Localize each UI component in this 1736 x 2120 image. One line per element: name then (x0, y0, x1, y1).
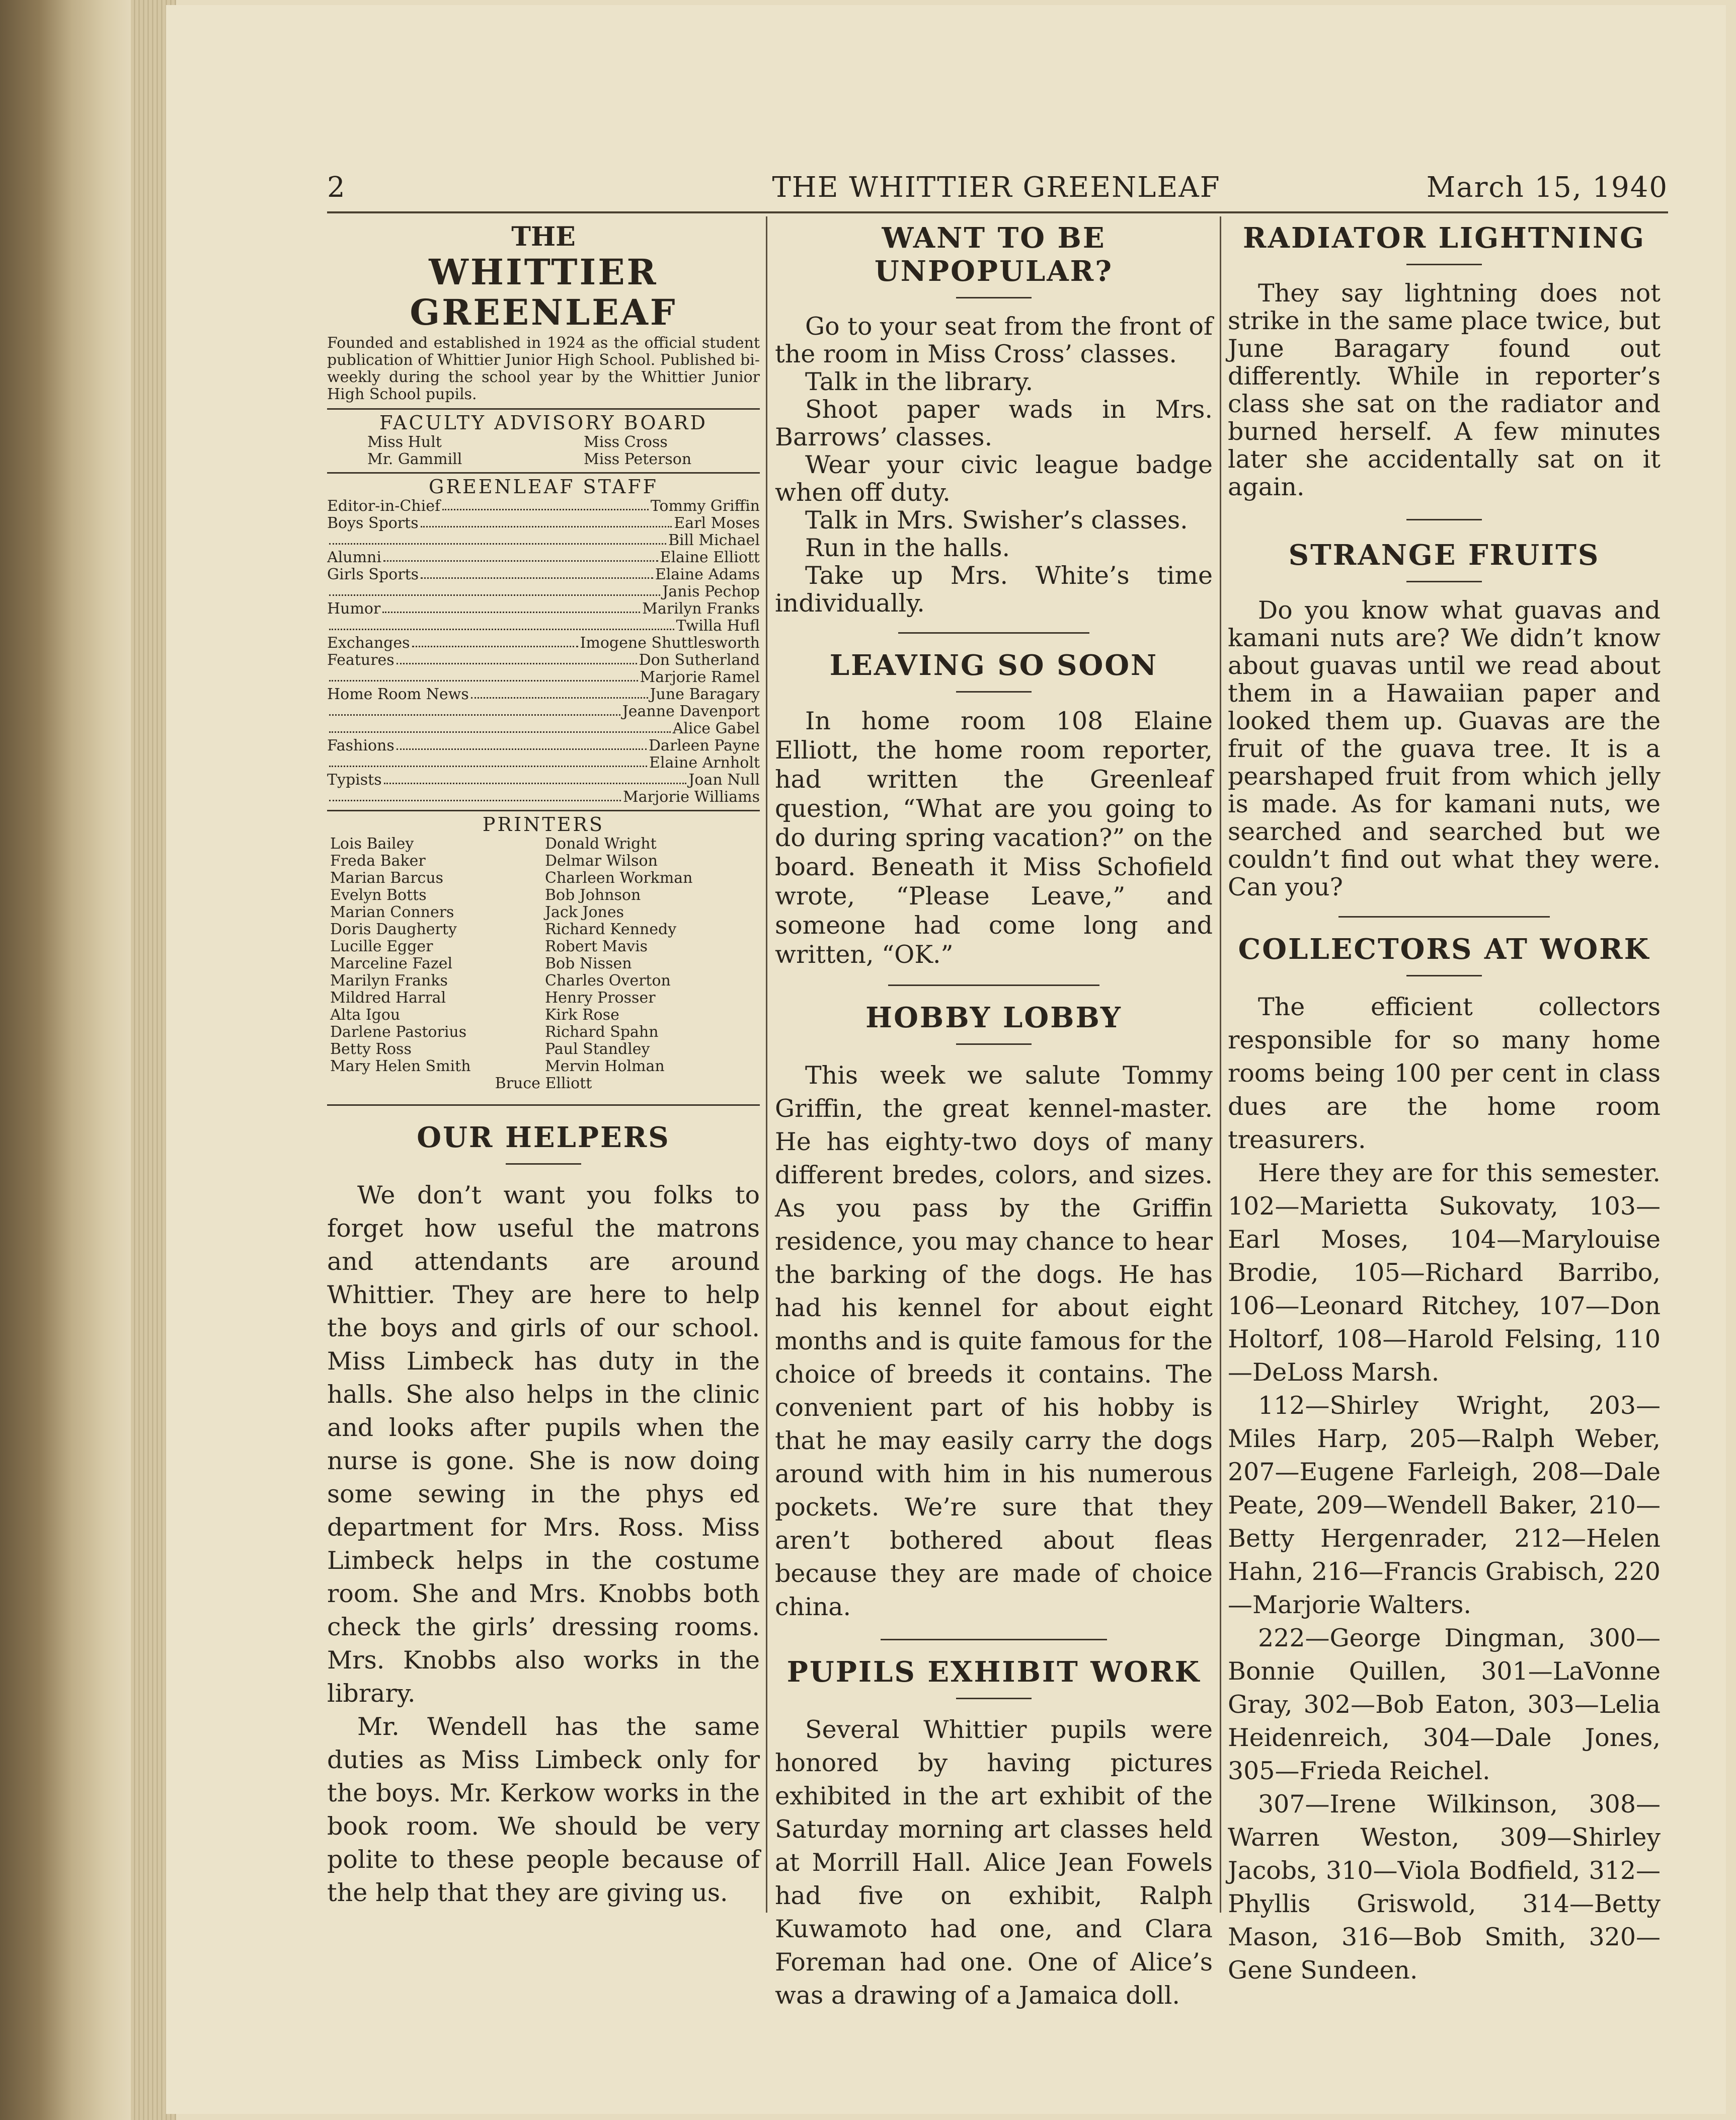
paragraph: Mr. Wendell has the same duties as Miss Limbeck only for the boys. Mr. Kerkow works in the book room. We should be very polite to these people because of the help that they are giving us. (327, 1712, 760, 1907)
article-body (775, 707, 1213, 969)
article-body (327, 1179, 760, 1910)
title-rule (956, 691, 1032, 693)
staff-row (327, 754, 760, 772)
staff-row (327, 789, 760, 806)
title-rule (956, 1698, 1032, 1699)
printer-name: Charles Overton (545, 972, 671, 990)
paragraph: Here they are for this semester. 102—Marietta Sukovaty, 103—Earl Moses, 104—Marylouise Brodie, 105—Richard Barribo, 106—Leonard Ritchey, 107—Don Holtorf, 108—Harold Felsing, 110—DeLoss Marsh. (1228, 1159, 1661, 1387)
staff-role: Editor-in-Chief (327, 498, 441, 515)
dot-leader (329, 720, 671, 733)
printer-name: Bob Johnson (545, 886, 641, 904)
staff-name: Marjorie Ramel (640, 669, 760, 686)
dot-leader (329, 583, 660, 596)
printer-name: Bob Nissen (545, 955, 632, 972)
article-unpopular (775, 221, 1213, 617)
paragraph: Shoot paper wads in Mrs. Barrows’ classes. (775, 395, 1213, 451)
dot-leader (329, 669, 638, 682)
masthead-description: Founded and established in 1924 as the official student publication of Whittier Junior High School. Published bi-weekly during the school year by the Whittier Junior High School pupils. (327, 334, 760, 403)
staff-name: Darleen Payne (649, 737, 760, 754)
article-title: COLLECTORS AT WORK (1238, 933, 1650, 966)
article-radiator (1228, 221, 1661, 501)
column-3 (1228, 221, 1661, 1987)
staff-name: Don Sutherland (639, 652, 760, 669)
paragraph: Take up Mrs. White’s time individually. (775, 561, 1213, 618)
paragraph: Several Whittier pupils were honored by having pictures exhibited in the art exhibit of the Saturday morning art classes held at Morrill Hall. Alice Jean Fowels had five on exhibit, Ralph Kuwamoto had one, and Clara Foreman had one. One of Alice’s was a drawing of a Jamaica doll. (775, 1715, 1213, 2010)
article-body (1228, 991, 1661, 1987)
paragraph: 112—Shirley Wright, 203—Miles Harp, 205—Ralph Weber, 207—Eugene Farleigh, 208—Dale Peate, 209—Wendell Baker, 210—Betty Hergenrader, 212—Helen Hahn, 216—Francis Grabisch, 220—Marjorie Walters. (1228, 1391, 1661, 1619)
staff-row (327, 618, 760, 635)
printer-name: Lois Bailey (330, 835, 414, 853)
paragraph: In home room 108 Elaine Elliott, the home room reporter, had written the Greenleaf question, “What are you going to do during spring vacation?” on the board. Beneath it Miss Schofield wrote, “Please Leave,” and someone had come long and written, “OK.” (775, 707, 1213, 969)
dot-leader (471, 686, 648, 699)
staff-name: Marjorie Williams (623, 789, 760, 806)
staff-role: Typists (327, 772, 382, 789)
paragraph: Talk in Mrs. Swisher’s classes. (805, 506, 1188, 535)
printers-heading: PRINTERS (327, 810, 760, 836)
faculty-row (327, 434, 760, 451)
dot-leader (442, 498, 649, 510)
staff-name: Imogene Shuttlesworth (580, 635, 760, 652)
section-rule (881, 1639, 1107, 1640)
title-rule (956, 1043, 1032, 1045)
staff-name: Janis Pechop (662, 583, 760, 600)
staff-name: Elaine Arnholt (649, 754, 760, 772)
article-body (1228, 596, 1661, 901)
printer-name: Marilyn Franks (330, 972, 448, 990)
printer-name: Jack Jones (545, 903, 624, 921)
masthead-the: THE (511, 221, 576, 252)
paragraph: Run in the halls. (805, 534, 1010, 562)
dot-leader (329, 618, 674, 630)
printer-name: Mildred Harral (330, 989, 446, 1007)
paragraph: They say lightning does not strike in the same place twice, but June Baragary found out differently. While in reporter’s class she sat on the radiator and burned herself. A few minutes later she accidentally sat on it again. (1228, 279, 1661, 501)
staff-row (327, 635, 760, 652)
staff-role: Features (327, 652, 394, 669)
dot-leader (397, 652, 637, 664)
printer-name: Kirk Rose (545, 1006, 619, 1024)
article-title: HOBBY LOBBY (865, 1001, 1122, 1034)
staff-row (327, 720, 760, 737)
article-leaving (775, 649, 1213, 969)
staff-row (327, 737, 760, 754)
printers-left (327, 836, 545, 1075)
title-rule (506, 1163, 581, 1165)
title-rule (1406, 581, 1482, 582)
staff-row (327, 583, 760, 600)
article-body (775, 1713, 1213, 2012)
paragraph: We don’t want you folks to forget how useful the matrons and attendants are around Whittier. They are here to help the boys and girls of our school. Miss Limbeck has duty in the halls. She also helps in the clinic and looks after pupils when the nurse is gone. She is now doing some sewing in the phys ed department for Mrs. Ross. Miss Limbeck helps in the costume room. She and Mrs. Knobbs both check the girls’ dressing rooms. Mrs. Knobbs also works in the library. (327, 1181, 760, 1708)
staff-name: Joan Null (688, 772, 760, 789)
printer-name: Charleen Workman (545, 869, 693, 887)
article-title: PUPILS EXHIBIT WORK (786, 1655, 1201, 1689)
paragraph: The efficient collectors responsible for so many home rooms being 100 per cent in class dues are the home room treasurers. (1228, 993, 1661, 1154)
title-rule (1406, 975, 1482, 976)
printer-name: Doris Daugherty (330, 921, 457, 938)
printer-name: Richard Spahn (545, 1023, 659, 1041)
printer-name: Paul Standley (545, 1040, 650, 1058)
paragraph: Wear your civic league badge when off duty. (775, 450, 1213, 507)
printer-name: Robert Mavis (545, 938, 648, 955)
masthead-title: WHITTIER GREENLEAF (410, 251, 677, 333)
paper-title: THE WHITTIER GREENLEAF (772, 171, 1221, 204)
article-title: WANT TO BE UNPOPULAR? (874, 221, 1114, 288)
staff-row (327, 669, 760, 686)
printer-name: Richard Kennedy (545, 921, 677, 938)
staff-row (327, 652, 760, 669)
article-title: LEAVING SO SOON (829, 649, 1158, 682)
dot-leader (383, 549, 658, 562)
staff-heading: GREENLEAF STAFF (327, 472, 760, 498)
dot-leader (412, 635, 578, 647)
article-body (775, 1059, 1213, 1624)
printer-name: Darlene Pastorius (330, 1023, 467, 1041)
faculty-heading: FACULTY ADVISORY BOARD (327, 408, 760, 434)
column-1 (327, 221, 760, 1910)
article-title: OUR HELPERS (417, 1121, 670, 1154)
printer-name: Marceline Fazel (330, 955, 453, 972)
staff-name: Jeanne Davenport (622, 703, 760, 720)
article-strange-fruits (1228, 539, 1661, 901)
article-exhibit (775, 1655, 1213, 2012)
staff-row (327, 549, 760, 566)
printer-name: Marian Conners (330, 903, 454, 921)
paragraph: Do you know what guavas and kamani nuts are? We didn’t know about guavas until we read about them in a Hawaiian paper and looked them up. Guavas are the fruit of the guava tree. It is a pearshaped fruit from which jelly is made. As for kamani nuts, we searched and searched but we couldn’t find out what they were. Can you? (1228, 596, 1661, 901)
printer-name: Evelyn Botts (330, 886, 427, 904)
dot-leader (329, 789, 621, 801)
staff-row (327, 600, 760, 618)
dot-leader (384, 772, 687, 784)
paragraph: Talk in the library. (805, 367, 1034, 396)
article-body (775, 313, 1213, 617)
printer-name: Donald Wright (545, 835, 657, 853)
printers-right (545, 836, 760, 1075)
issue-date: March 15, 1940 (1426, 171, 1668, 204)
dot-leader (382, 600, 640, 613)
printer-name: Alta Igou (330, 1006, 401, 1024)
staff-row (327, 686, 760, 703)
paragraph: This week we salute Tommy Griffin, the great kennel-master. He has eighty-two doys of many different bredes, colors, and sizes. As you pass by the Griffin residence, you may chance to hear the barking of the dogs. He has had his kennel for about eight months and is quite famous for the choice of breeds it contains. The convenient part of his hobby is that he may easily carry the dogs around with him in his numerous pockets. We’re sure that they aren’t bothered about fleas because they are made of choice china. (775, 1061, 1213, 1621)
dot-leader (421, 566, 653, 579)
dot-leader (421, 515, 672, 527)
printer-name: Mervin Holman (545, 1057, 665, 1075)
staff-role: Humor (327, 600, 381, 618)
staff-row (327, 566, 760, 583)
printer-name: Freda Baker (330, 852, 426, 870)
staff-name: Elaine Elliott (660, 549, 760, 566)
paragraph: Go to your seat from the front of the room in Miss Cross’ classes. (775, 312, 1213, 368)
printers-list (327, 836, 760, 1075)
faculty-name: Mr. Gammill (367, 450, 462, 468)
dot-leader (397, 737, 647, 750)
staff-name: Tommy Griffin (650, 498, 760, 515)
staff-role: Girls Sports (327, 566, 419, 583)
page-header (327, 166, 1668, 213)
article-our-helpers (327, 1121, 760, 1910)
section-rule (327, 1104, 760, 1106)
staff-row (327, 703, 760, 720)
staff-role: Home Room News (327, 686, 469, 703)
staff-name: Bill Michael (668, 532, 760, 549)
staff-role: Boys Sports (327, 515, 419, 532)
staff-role: Exchanges (327, 635, 410, 652)
staff-name: Alice Gabel (672, 720, 760, 737)
paragraph: 307—Irene Wilkinson, 308—Warren Weston, 309—Shirley Jacobs, 310—Viola Bodfield, 312—Phyllis Griswold, 314—Betty Mason, 316—Bob Smith, 320—Gene Sundeen. (1228, 1790, 1661, 1985)
article-title: STRANGE FRUITS (1288, 539, 1600, 572)
book-binding (0, 0, 131, 2120)
title-rule (1406, 264, 1482, 265)
printer-name: Betty Ross (330, 1040, 412, 1058)
printer-name: Marian Barcus (330, 869, 444, 887)
staff-row (327, 498, 760, 515)
staff-name: June Baragary (650, 686, 760, 703)
printer-name: Mary Helen Smith (330, 1057, 471, 1075)
staff-name: Twilla Hufl (676, 618, 760, 635)
staff-list (327, 498, 760, 806)
printer-name: Lucille Egger (330, 938, 433, 955)
dot-leader (329, 532, 666, 545)
section-rule (1338, 916, 1550, 918)
article-title: RADIATOR LIGHTNING (1243, 221, 1645, 255)
staff-role: Alumni (327, 549, 381, 566)
article-body (1228, 279, 1661, 501)
staff-row (327, 772, 760, 789)
section-rule (898, 632, 1089, 634)
faculty-name: Miss Peterson (584, 450, 692, 468)
staff-name: Elaine Adams (655, 566, 760, 583)
article-collectors (1228, 933, 1661, 1987)
page-number: 2 (327, 171, 346, 204)
printer-name: Bruce Elliott (495, 1075, 592, 1092)
column-2 (775, 221, 1213, 2012)
staff-row (327, 532, 760, 549)
staff-name: Earl Moses (674, 515, 760, 532)
column-rule (1220, 216, 1221, 1913)
staff-row (327, 515, 760, 532)
dot-leader (329, 754, 647, 767)
article-hobby-lobby (775, 1001, 1213, 1624)
faculty-name: Miss Cross (584, 433, 668, 451)
paragraph: 222—George Dingman, 300—Bonnie Quillen, 301—LaVonne Gray, 302—Bob Eaton, 303—Lelia Heidenreich, 304—Dale Jones, 305—Frieda Reichel. (1228, 1624, 1661, 1785)
masthead (327, 221, 760, 1092)
dot-leader (329, 703, 620, 716)
staff-name: Marilyn Franks (642, 600, 760, 618)
printer-name: Delmar Wilson (545, 852, 658, 870)
faculty-name: Miss Hult (367, 433, 442, 451)
column-rule (766, 216, 767, 1913)
section-rule (1406, 519, 1482, 520)
section-rule (888, 985, 1099, 986)
printer-name: Henry Prosser (545, 989, 656, 1007)
faculty-row (327, 451, 760, 468)
title-rule (956, 297, 1032, 298)
staff-role: Fashions (327, 737, 394, 754)
